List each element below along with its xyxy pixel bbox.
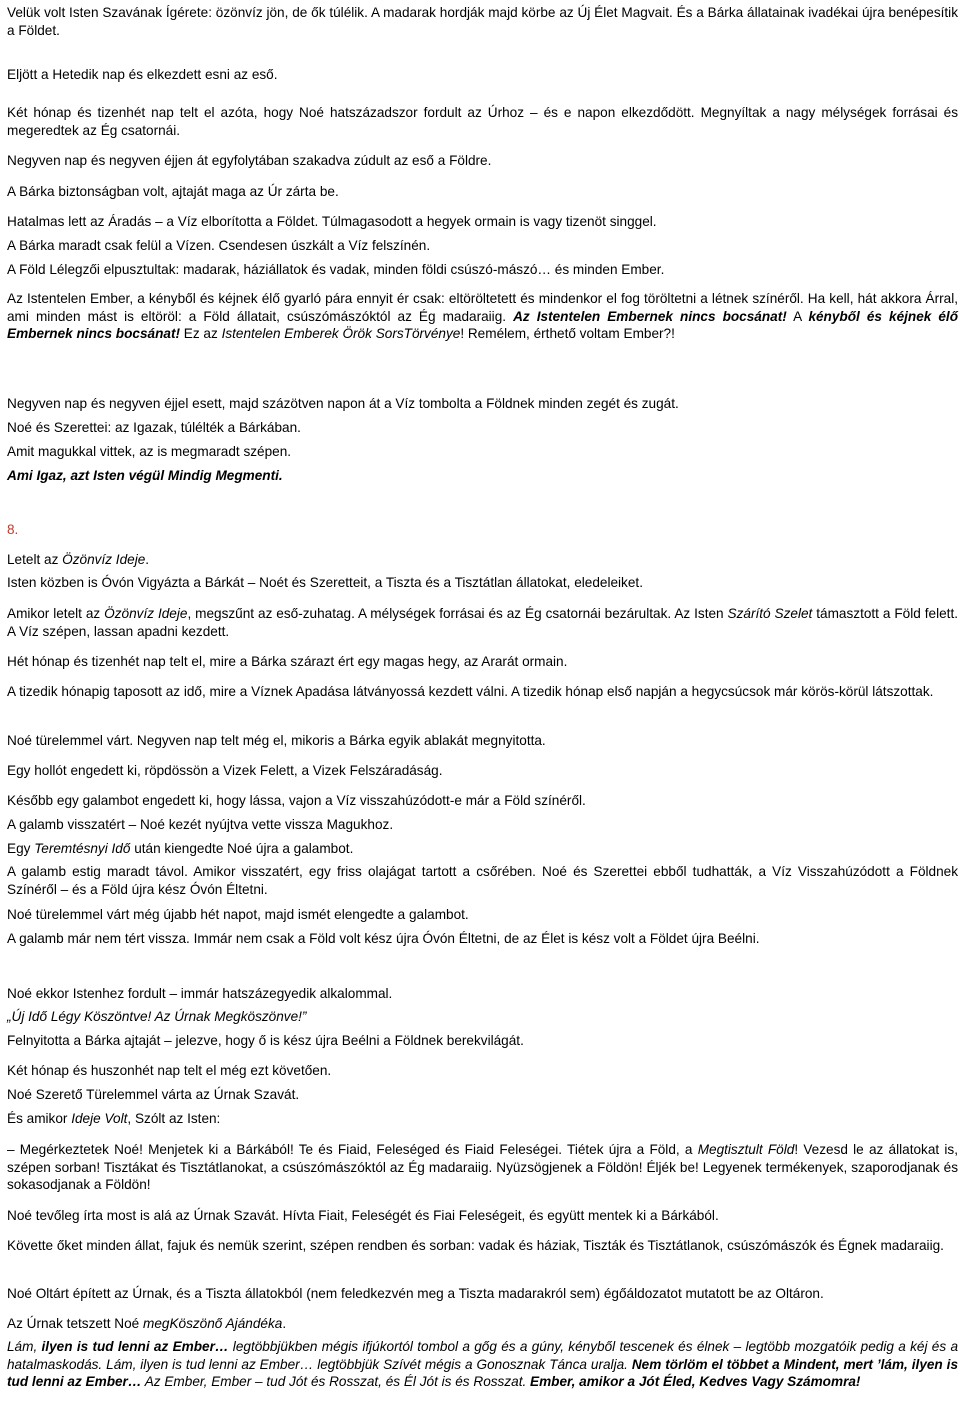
text-run: ! Remélem, érthető voltam Ember?! (460, 326, 675, 342)
paragraph: A Bárka maradt csak felül a Vízen. Csendesen úszkált a Víz felszínén. (7, 238, 431, 253)
text-run-italic: Az Ember, Ember – tud Jót és Rosszat, és Él Jót is és Rosszat. (141, 1374, 531, 1390)
text-run: Amikor letelt az (7, 606, 105, 621)
paragraph: Velük volt Isten Szavának Ígérete: özönvíz jön, de ők túlélik. A madarak hordják majd körbe az Új Élet Magvait. És a Bárka állatainak ivadékai újra benépesítik a Földet. (7, 5, 958, 38)
text-run-italic: Ideje Volt (71, 1111, 128, 1126)
text-run-bold-italic: ilyen is tud lenni az Ember… (41, 1339, 229, 1354)
text-run: – Megérkeztetek Noé! Menjetek ki a Bárkából! Te és Fiaid, Feleséged és Fiaid Feleségei. Tiétek újra a Föld, a (7, 1142, 698, 1157)
paragraph: Amit magukkal vittek, az is megmaradt szépen. (7, 444, 292, 459)
paragraph: Egy hollót engedett ki, röpdössön a Vizek Felett, a Vizek Felszáradáság. (7, 763, 443, 778)
paragraph (7, 605, 958, 640)
text-run: Egy (7, 841, 35, 856)
text-run: Az Istentelen Ember, a kényből és kéjnek élő gyarló pára ennyit ér csak: eltöröltetett és mindenkor el fog töröltetni a létnek színéről. Ha kell, hát akkora Árral, ami minden mást is eltöröl: a Föld állatait, csúszómászóktól az Ég madaraiig. (7, 291, 958, 324)
paragraph: Negyven nap és negyven éjjel esett, majd százötven napon át a Víz tombolta a Földnek minden zegét és zugát. (7, 396, 679, 411)
paragraph: Eljött a Hetedik nap és elkezdett esni az eső. (7, 67, 278, 82)
paragraph: Később egy galambot engedett ki, hogy lássa, vajon a Víz visszahúzódott-e már a Föld színéről. (7, 793, 586, 808)
text-run: Ez az (180, 326, 222, 342)
paragraph: A galamb visszatért – Noé kezét nyújtva vette vissza Magukhoz. (7, 817, 394, 832)
paragraph: Noé türelemmel várt. Negyven nap telt még el, mikoris a Bárka egyik ablakát megnyitotta. (7, 733, 546, 748)
text-run: , megszűnt az eső-zuhatag. A mélységek forrásai és az Ég csatornái bezárultak. Az Isten (187, 606, 728, 621)
paragraph: Noé ekkor Istenhez fordult – immár hatszázegyedik alkalommal. (7, 986, 393, 1001)
paragraph: A Bárka biztonságban volt, ajtaját maga az Úr zárta be. (7, 184, 339, 199)
paragraph: Isten közben is Óvón Vigyázta a Bárkát – Noét és Szeretteit, a Tiszta és a Tisztátlan állatokat, eledeleiket. (7, 575, 643, 590)
text-run-italic: Megtisztult Föld (697, 1142, 795, 1157)
text-run: után kiengedte Noé újra a galambot. (130, 841, 354, 856)
text-run: A (786, 308, 809, 324)
text-run-bold-italic: Ember, amikor a Jót Éled, Kedves Vagy Számomra! (530, 1374, 861, 1390)
text-run-bold-italic: kényből és kéjnek élő Embernek nincs bocsánat! (7, 308, 959, 342)
text-run-italic: Istentelen Emberek Örök SorsTörvénye (221, 326, 461, 342)
text-run-italic: megKöszönő Ajándéka (143, 1316, 283, 1331)
text-run-italic: Szárító Szelet (727, 606, 813, 621)
paragraph: Felnyitotta a Bárka ajtaját – jelezve, hogy ő is kész újra Beélni a Földnek berekvilágát. (7, 1033, 524, 1048)
paragraph: Hatalmas lett az Áradás – a Víz elborította a Földet. Túlmagasodott a hegyek ormain is vagy tizenöt singgel. (7, 214, 657, 229)
paragraph: A galamb estig maradt távol. Amikor visszatért, egy friss olajágat tartott a csőrében. Noé és Szerettei ebből tudhatták, a Víz Visszahúzódott a Földnek Színéről – és a Föld újra kész Óvón Éltetni. (7, 864, 958, 897)
paragraph (7, 1141, 958, 1194)
paragraph: Negyven nap és negyven éjjen át egyfolytában szakadva zúdult az eső a Földre. (7, 153, 492, 168)
paragraph: Noé Oltárt épített az Úrnak, és a Tiszta állatokból (nem feledkezvén meg a Tiszta madarakról sem) égőáldozatot mutatott be az Oltáron. (7, 1286, 824, 1301)
text-run: Az Úrnak tetszett Noé (7, 1316, 143, 1331)
text-run-italic: Özönvíz Ideje (62, 552, 146, 567)
text-run: , Szólt az Isten: (127, 1111, 221, 1126)
paragraph: Noé és Szerettei: az Igazak, túlélték a Bárkában. (7, 420, 301, 435)
paragraph (7, 551, 958, 569)
paragraph: A tizedik hónapig taposott az idő, mire a Víznek Apadása látványossá kezdett válni. A tizedik hónap első napján a hegycsúcsok már körös-körül látszottak. (7, 684, 934, 699)
paragraph (7, 290, 958, 343)
text-run: . (282, 1316, 287, 1331)
text-run-italic: Teremtésnyi Idő (34, 841, 131, 856)
paragraph: Két hónap és huszonhét nap telt el még ezt követően. (7, 1063, 332, 1078)
paragraph: Noé türelemmel várt még újabb hét napot, majd ismét elengedte a galambot. (7, 907, 469, 922)
text-run-italic: Özönvíz Ideje (104, 606, 188, 621)
paragraph: Noé Szerető Türelemmel várta az Úrnak Szavát. (7, 1087, 300, 1102)
paragraph: Ami Igaz, azt Isten végül Mindig Megmenti. (7, 468, 283, 483)
text-run: Letelt az (7, 552, 63, 567)
text-run: támasztott a Föld felett. A Víz szépen, lassan apadni kezdett. (7, 606, 958, 639)
paragraph: A galamb már nem tért vissza. Immár nem csak a Föld volt kész újra Óvón Éltetni, de az Élet is kész volt a Földet újra Beélni. (7, 931, 760, 946)
text-run: ! Vezesd le az állatokat is, szépen sorban! Tisztákat és Tisztátlanokat, a csúszómászóktól az Ég madaraiig. Nyüzsögjenek a Földön! Éljék be! Legyenek termékenyek, szaporodjanak és sokasodjanak a Földön! (7, 1142, 958, 1193)
paragraph (7, 1110, 958, 1128)
paragraph (7, 1315, 958, 1333)
text-run: És amikor (7, 1111, 72, 1126)
paragraph: A Föld Lélegzői elpusztultak: madarak, háziállatok és vadak, minden földi csúszó-mászó… és minden Ember. (7, 262, 665, 277)
paragraph: Két hónap és tizenhét nap telt el azóta, hogy Noé hatszázadszor fordult az Úrhoz – és e napon elkezdődött. Megnyíltak a nagy mélységek forrásai és megeredtek az Ég csatornái. (7, 105, 958, 138)
paragraph: „Új Idő Légy Köszöntve! Az Úrnak Megköszönve!” (7, 1009, 307, 1024)
paragraph: Követte őket minden állat, fajuk és nemük szerint, szépen rendben és sorban: vadak és háziak, Tiszták és Tisztátlanok, csúszómászók és Égnek madaraiig. (7, 1238, 944, 1253)
paragraph: Noé tevőleg írta most is alá az Úrnak Szavát. Hívta Fiait, Feleségét és Fiai Feleségeit, és együtt mentek ki a Bárkából. (7, 1208, 719, 1223)
section-number: 8. (7, 522, 19, 537)
text-run-bold-italic: Nem törlöm el többet a Mindent, mert ’lám, ilyen is tud lenni az Ember… (7, 1356, 959, 1390)
text-run-bold-italic: Az Istentelen Embernek nincs bocsánat! (513, 308, 787, 324)
text-run: . (145, 552, 150, 567)
paragraph (7, 840, 958, 858)
paragraph (7, 1338, 958, 1391)
paragraph: Hét hónap és tizenhét nap telt el, mire a Bárka szárazt ért egy magas hegy, az Ararát ormain. (7, 654, 568, 669)
text-run-italic: Lám, (7, 1339, 42, 1354)
text-run-italic: legtöbbjükben mégis ifjúkortól tombol a gőg és a gúny, kényből tescenek és élnek – legtöbb mozgatóik pedig a kéj és a hatalmaskodás. Lám, ilyen is tud lenni az Ember… legtöbbjük Szívét mégis a Gonosznak Tánca uralja. (7, 1339, 959, 1372)
